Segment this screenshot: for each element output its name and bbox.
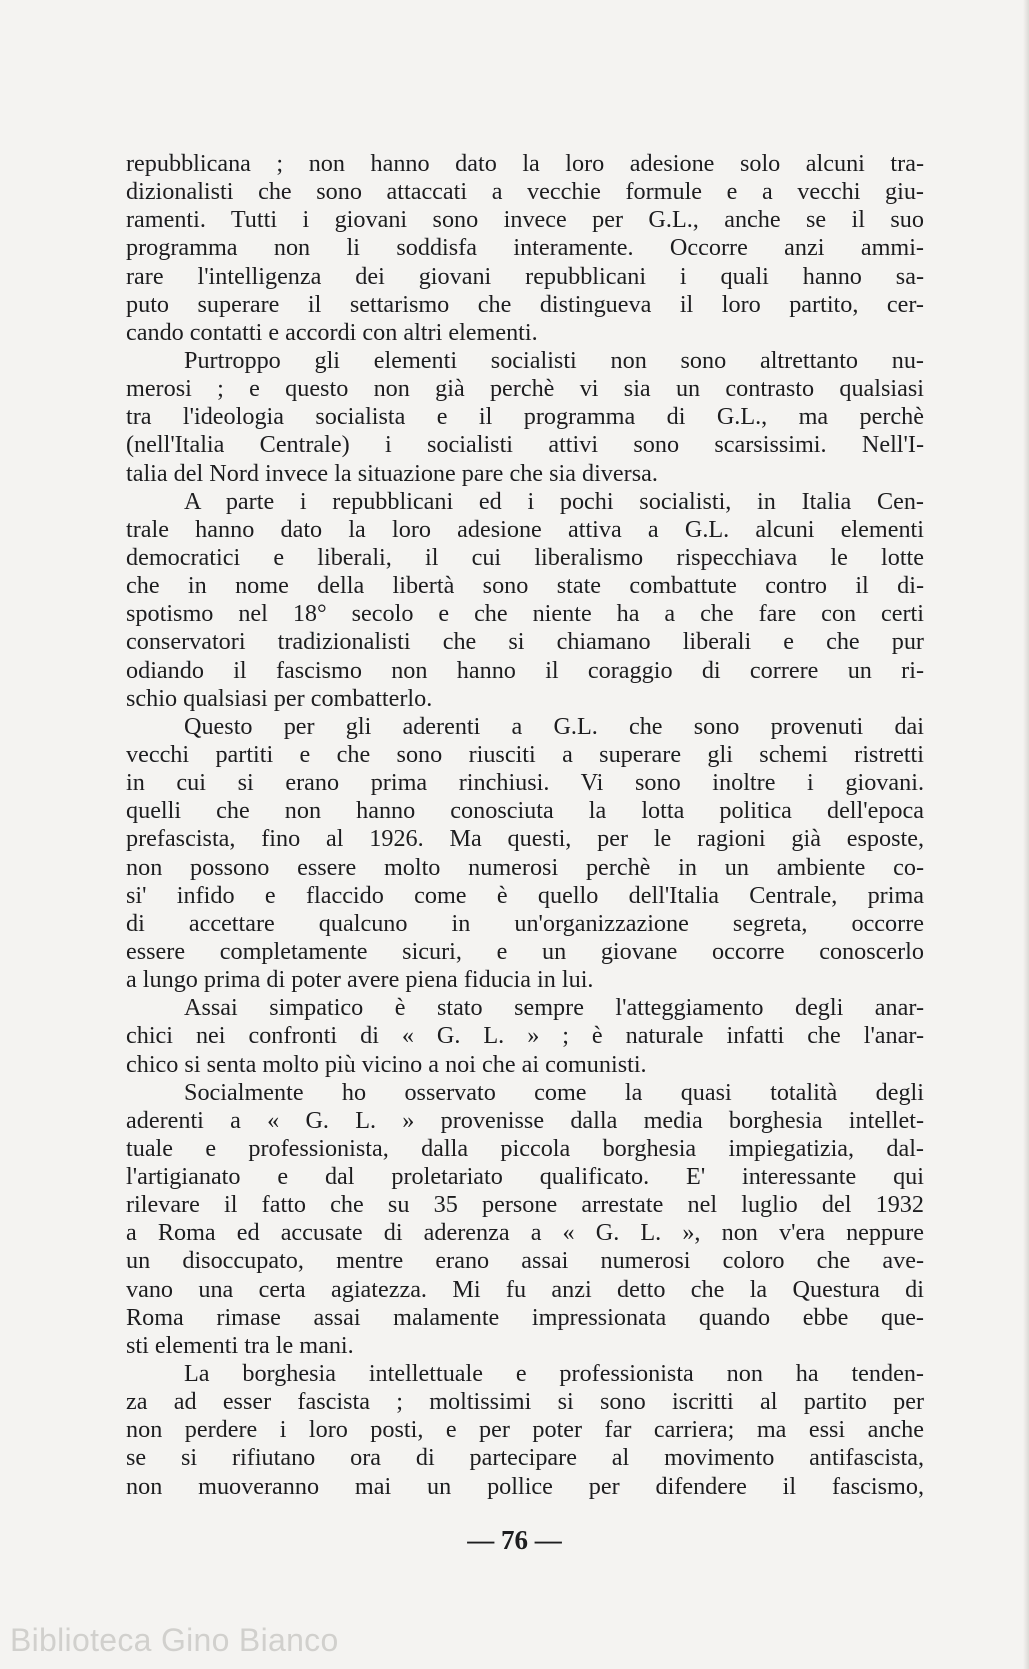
text-line: dizionalisti che sono attaccati a vecchie formule e a vecchi giu- [126,178,924,206]
text-line: che in nome della libertà sono state combattute contro il di- [126,572,924,600]
text-line: conservatori tradizionalisti che si chiamano liberali e che pur [126,628,924,656]
text-line: tuale e professionista, dalla piccola borghesia impiegatizia, dal- [126,1134,924,1162]
text-line: A parte i repubblicani ed i pochi socialisti, in Italia Cen- [184,487,924,515]
text-line: non muoveranno mai un pollice per difendere il fascismo, [126,1472,924,1500]
text-line: non possono essere molto numerosi perchè in un ambiente co- [126,853,924,881]
text-line: talia del Nord invece la situazione pare che sia diversa. [126,459,658,487]
text-line: cando contatti e accordi con altri elementi. [126,318,538,346]
text-line: merosi ; e questo non già perchè vi sia un contrasto qualsiasi [126,375,924,403]
text-line: prefascista, fino al 1926. Ma questi, per le ragioni già esposte, [126,825,924,853]
text-line: programma non li soddisfa interamente. Occorre anzi ammi- [126,234,924,262]
text-line: Socialmente ho osservato come la quasi totalità degli [184,1078,924,1106]
text-line: non perdere i loro posti, e per poter far carriera; ma essi anche [126,1416,924,1444]
text-line: aderenti a « G. L. » provenisse dalla media borghesia intellet- [126,1106,924,1134]
text-line: vecchi partiti e che sono riusciti a superare gli schemi ristretti [126,740,924,768]
page-number: — 76 — [467,1525,562,1555]
text-line: se si rifiutano ora di partecipare al movimento antifascista, [126,1444,924,1472]
text-line: za ad esser fascista ; moltissimi si sono iscritti al partito per [126,1388,924,1416]
text-line: ramenti. Tutti i giovani sono invece per G.L., anche se il suo [126,206,924,234]
text-line: Assai simpatico è stato sempre l'atteggiamento degli anar- [184,994,924,1022]
text-line: odiando il fascismo non hanno il coraggio di correre un ri- [126,656,924,684]
text-line: l'artigianato e dal proletariato qualificato. E' interessante qui [126,1163,924,1191]
text-line: si' infido e flaccido come è quello dell'Italia Centrale, prima [126,881,924,909]
text-line: Questo per gli aderenti a G.L. che sono provenuti dai [184,712,924,740]
text-line: chico si senta molto più vicino a noi che ai comunisti. [126,1050,647,1078]
library-watermark: Biblioteca Gino Bianco [10,1622,339,1658]
text-line: rilevare il fatto che su 35 persone arrestate nel luglio del 1932 [126,1191,924,1219]
text-line: a lungo prima di poter avere piena fiducia in lui. [126,966,594,994]
text-line: sti elementi tra le mani. [126,1331,354,1359]
text-line: repubblicana ; non hanno dato la loro adesione solo alcuni tra- [126,150,924,177]
text-line: a Roma ed accusate di aderenza a « G. L. », non v'era neppure [126,1219,924,1247]
text-line: La borghesia intellettuale e professionista non ha tenden- [184,1360,924,1388]
text-line: trale hanno dato la loro adesione attiva a G.L. alcuni elementi [126,515,924,543]
text-line: in cui si erano prima rinchiusi. Vi sono inoltre i giovani. [126,769,924,797]
text-line: Roma rimase assai malamente impressionata quando ebbe que- [126,1303,924,1331]
text-line: tra l'ideologia socialista e il programma di G.L., ma perchè [126,403,924,431]
text-line: quelli che non hanno conosciuta la lotta politica dell'epoca [126,797,924,825]
text-line: Purtroppo gli elementi socialisti non sono altrettanto nu- [184,346,924,374]
text-line: puto superare il settarismo che distingueva il loro partito, cer- [126,290,924,318]
text-line: un disoccupato, mentre erano assai numerosi coloro che ave- [126,1247,924,1275]
text-line: vano una certa agiatezza. Mi fu anzi detto che la Questura di [126,1275,924,1303]
text-line: (nell'Italia Centrale) i socialisti attivi sono scarsissimi. Nell'I- [126,431,924,459]
text-line: democratici e liberali, il cui liberalismo rispecchiava le lotte [126,543,924,571]
text-line: chici nei confronti di « G. L. » ; è naturale infatti che l'anar- [126,1022,924,1050]
text-line: rare l'intelligenza dei giovani repubblicani i quali hanno sa- [126,262,924,290]
text-line: essere completamente sicuri, e un giovane occorre conoscerlo [126,937,924,965]
text-line: di accettare qualcuno in un'organizzazione segreta, occorre [126,909,924,937]
body-text [126,150,924,1501]
text-line: spotismo nel 18° secolo e che niente ha a che fare con certi [126,600,924,628]
text-line: schio qualsiasi per combatterlo. [126,684,433,712]
